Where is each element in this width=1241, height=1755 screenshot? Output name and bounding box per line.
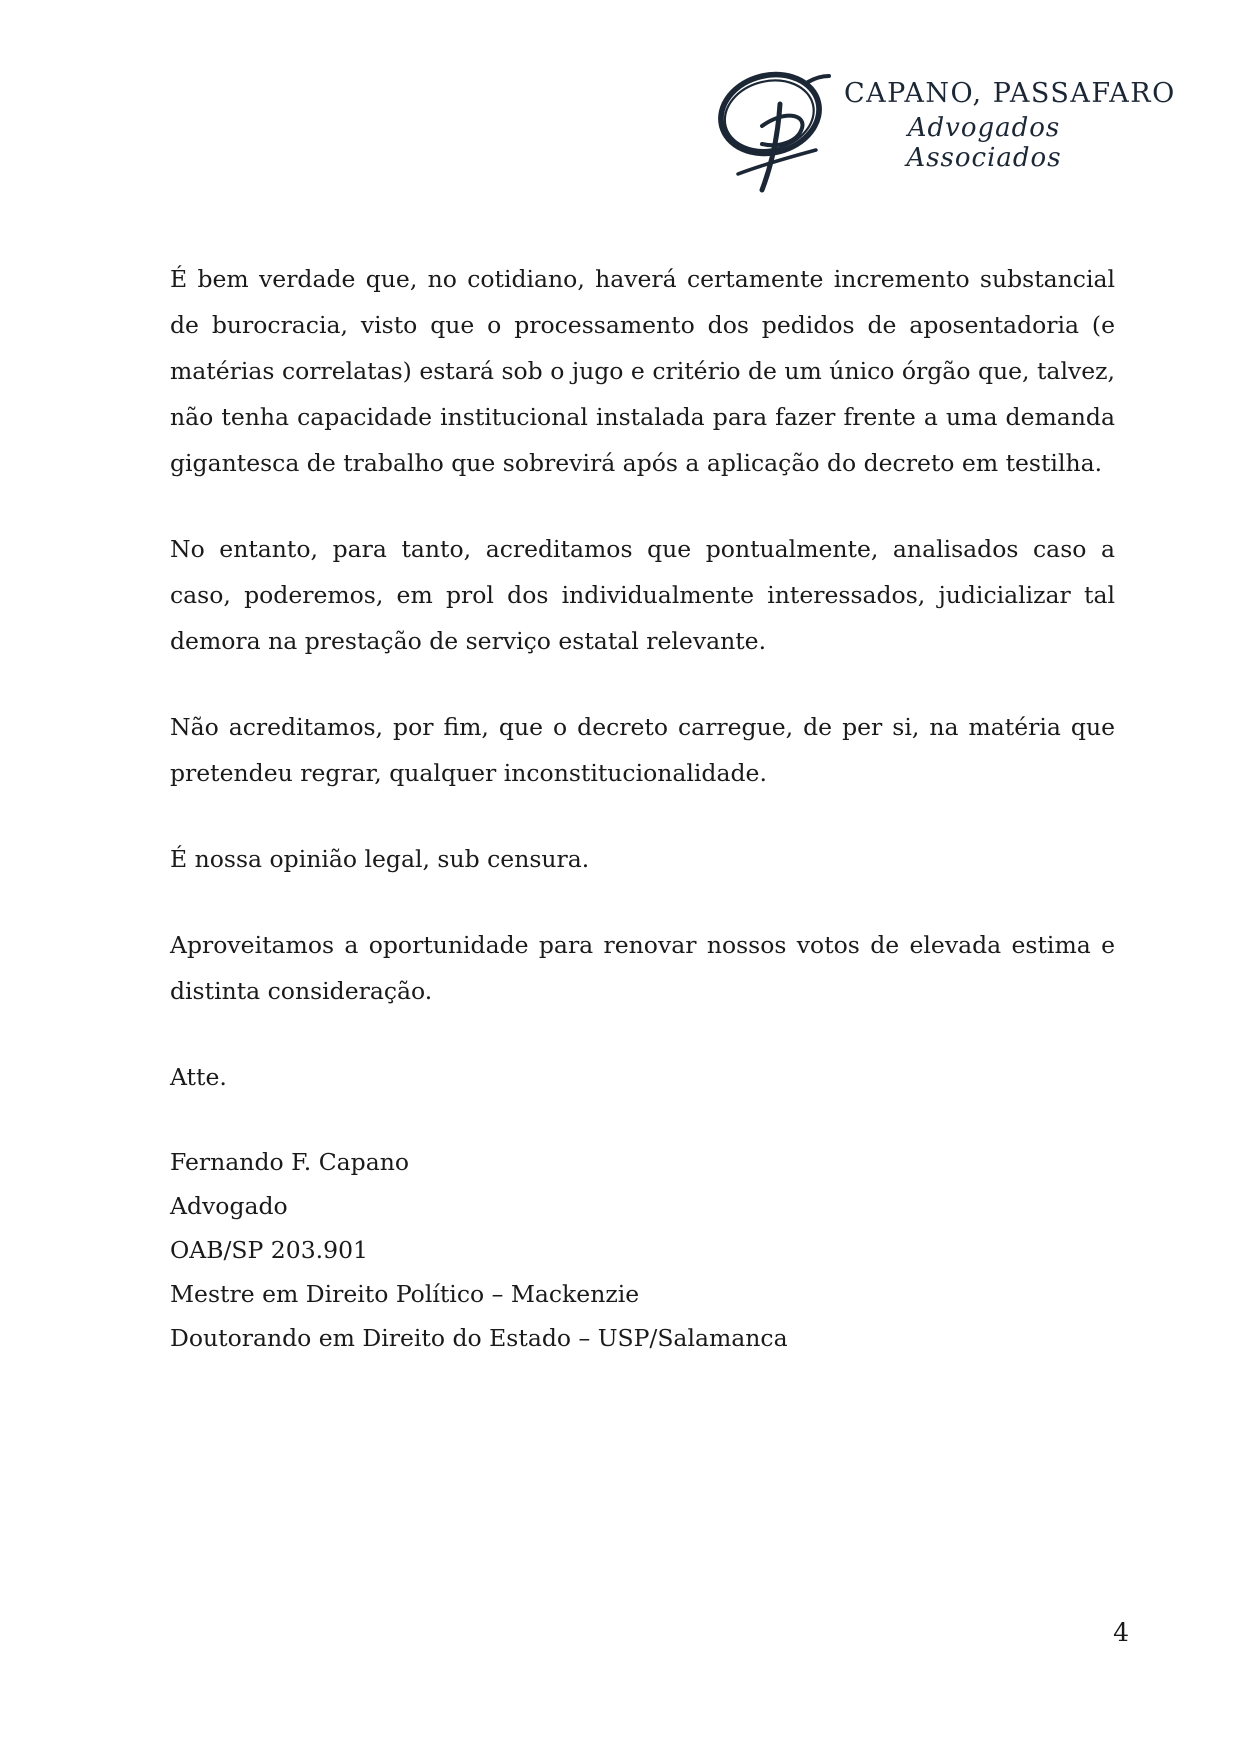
signature-block <box>170 1140 1115 1360</box>
signer-credential: Mestre em Direito Político – Mackenzie <box>170 1280 640 1308</box>
closing-salutation: Atte. <box>170 1063 227 1091</box>
letter-paragraph: Aproveitamos a oportunidade para renovar nossos votos de elevada estima e distinta consideração. <box>170 931 1115 1005</box>
signer-title: Advogado <box>170 1192 288 1220</box>
letter-paragraph: Não acreditamos, por fim, que o decreto carregue, de per si, na matéria que pretendeu regrar, qualquer inconstitucionalidade. <box>170 713 1115 787</box>
signer-name: Fernando F. Capano <box>170 1148 410 1176</box>
letterhead <box>712 58 1176 188</box>
letter-paragraph: No entanto, para tanto, acreditamos que pontualmente, analisados caso a caso, poderemos, em prol dos individualmente interessados, judicializar tal demora na prestação de serviço estatal relevante. <box>170 535 1115 655</box>
signer-registration: OAB/SP 203.901 <box>170 1236 368 1264</box>
firm-name: CAPANO, PASSAFARO <box>844 78 1176 109</box>
letter-body <box>170 256 1115 1360</box>
letter-paragraph: É bem verdade que, no cotidiano, haverá certamente incremento substancial de burocracia, visto que o processamento dos pedidos de aposentadoria (e matérias correlatas) estará sob o jugo e critério de um único órgão que, talvez, não tenha capacidade institucional instalada para fazer frente a uma demanda gigantesca de trabalho que sobrevirá após a aplicação do decreto em testilha. <box>170 265 1115 477</box>
page-number: 4 <box>1113 1618 1129 1647</box>
signer-credential: Doutorando em Direito do Estado – USP/Salamanca <box>170 1324 788 1352</box>
cp-brush-monogram-icon <box>712 62 838 194</box>
firm-identity <box>844 78 1176 173</box>
firm-subtitle: Advogados Associados <box>906 113 1062 173</box>
letter-paragraph: É nossa opinião legal, sub censura. <box>170 845 590 873</box>
